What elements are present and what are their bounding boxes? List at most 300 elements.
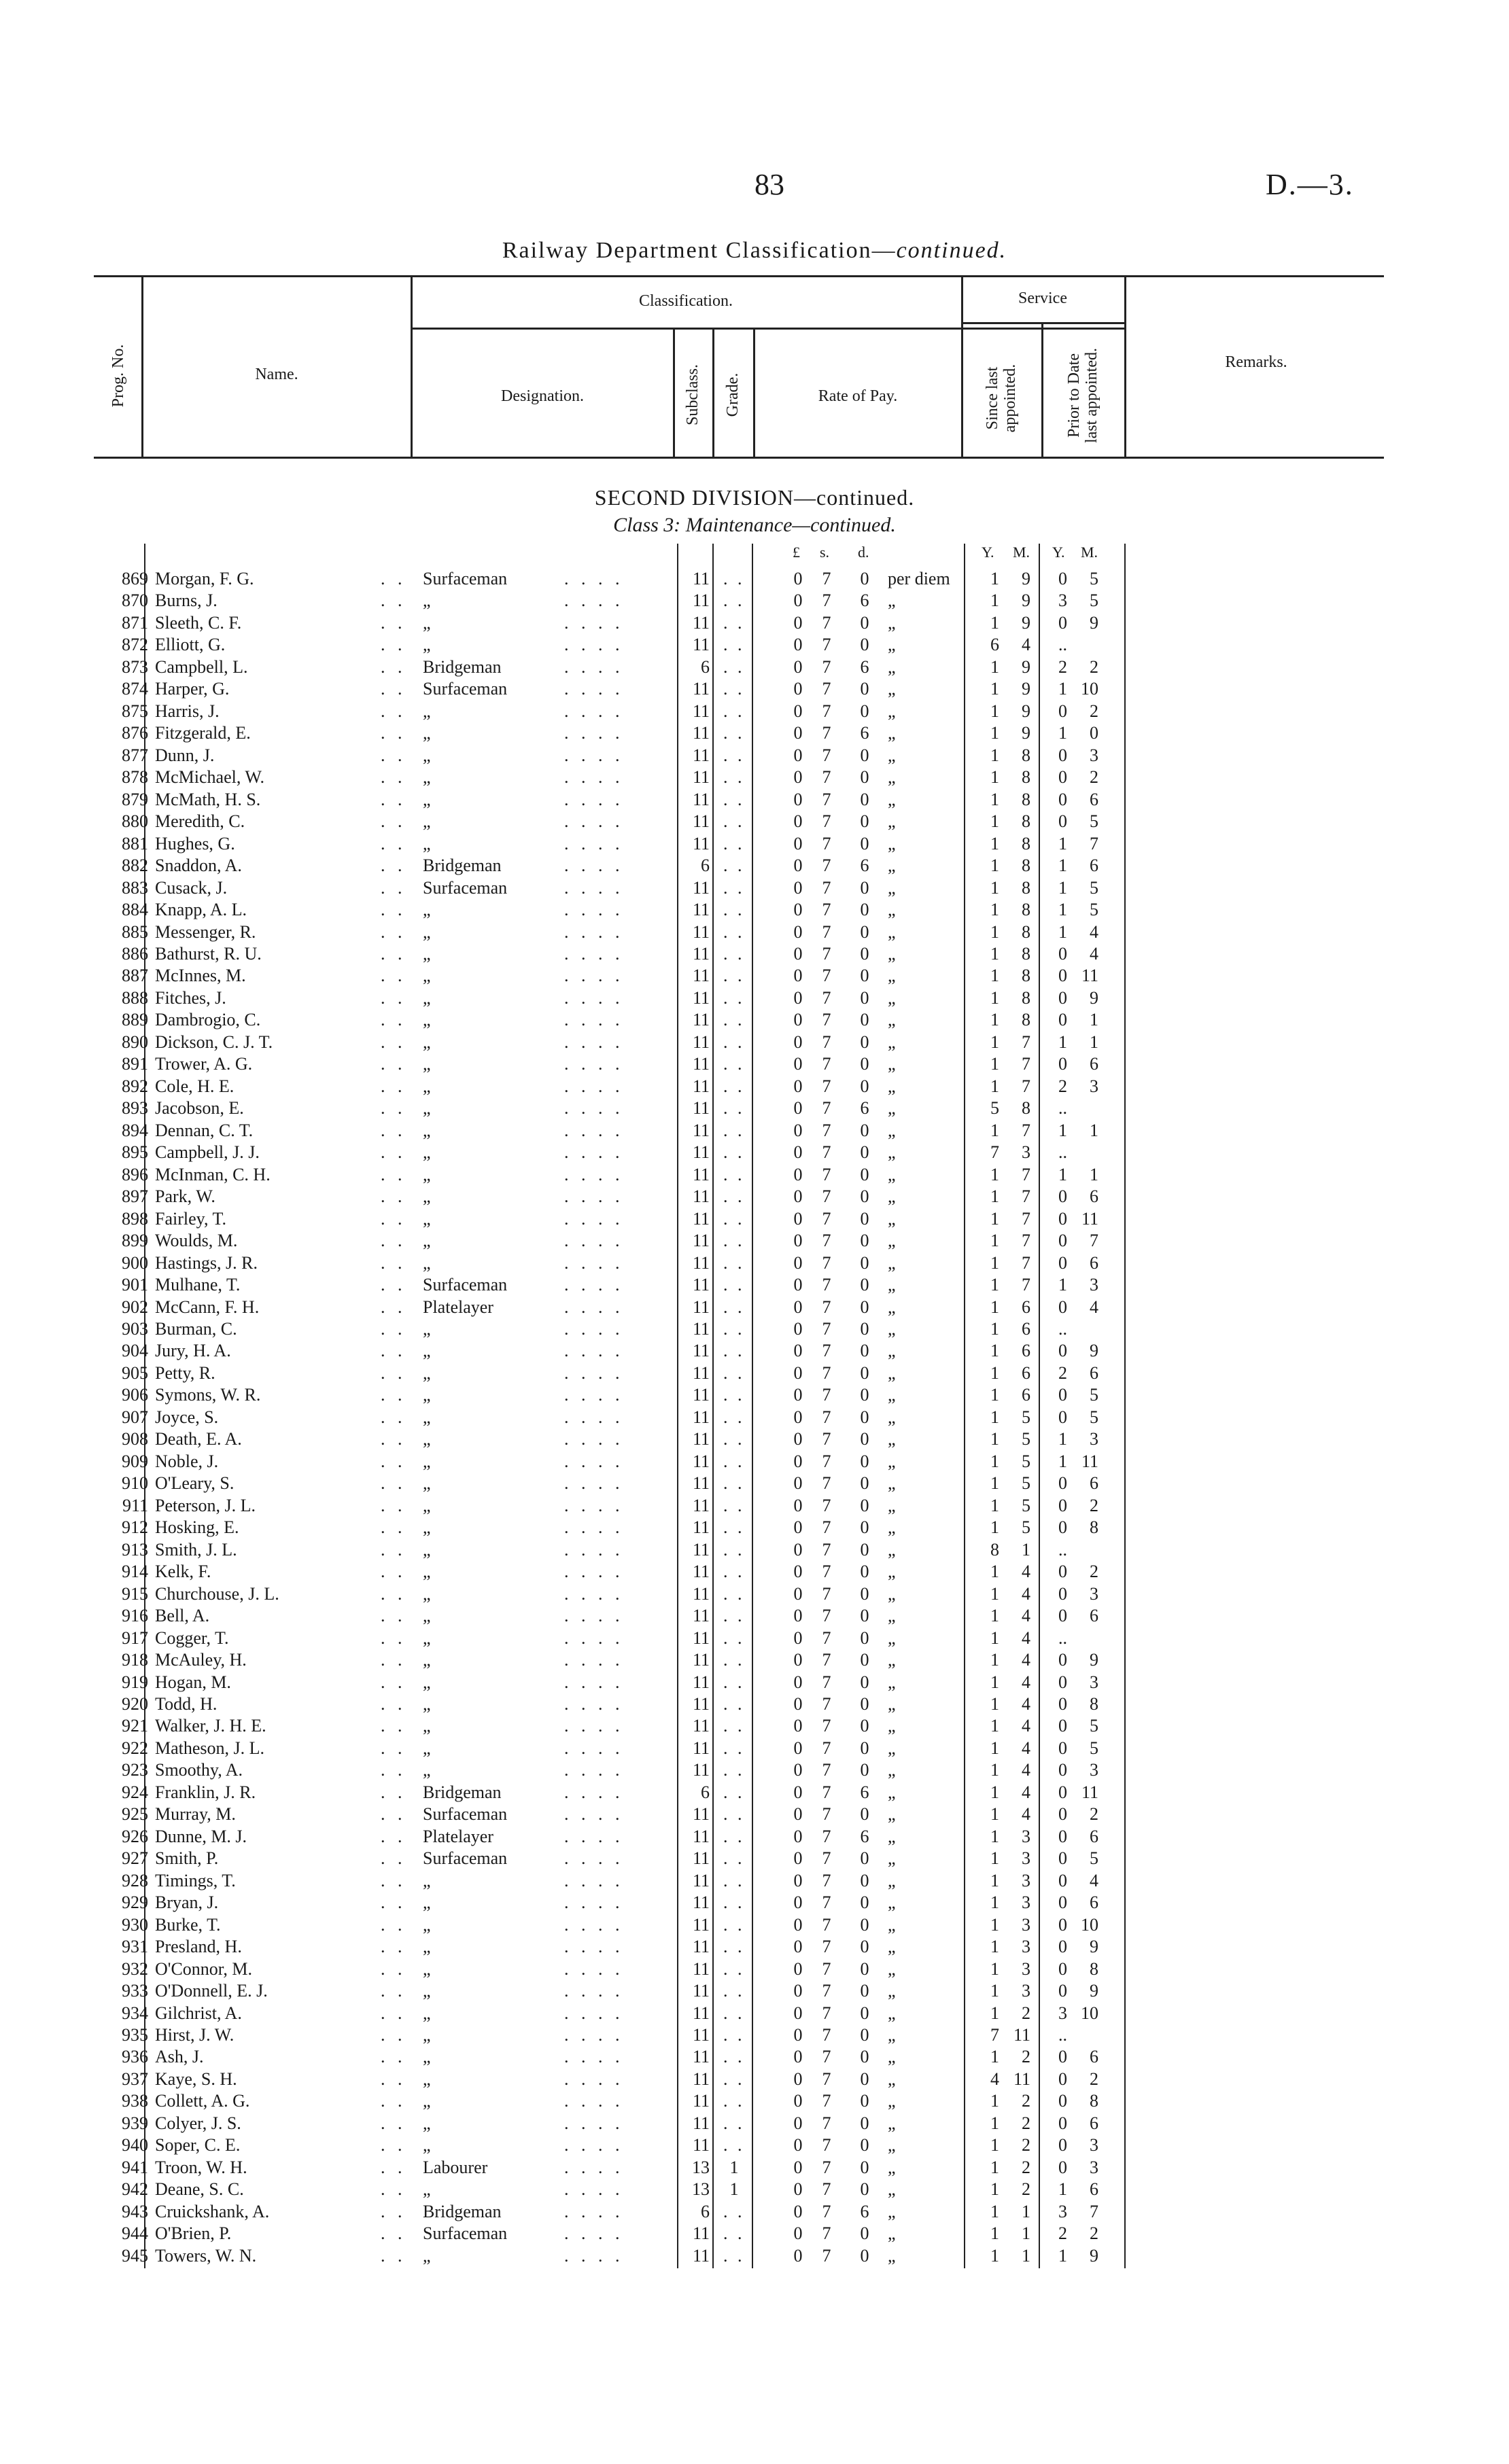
per-cell: „ bbox=[888, 1341, 896, 1361]
pence-cell: 0 bbox=[860, 1958, 869, 1979]
leader-dots: . . . . bbox=[564, 856, 624, 876]
name-cell: McInnes, M. bbox=[155, 966, 246, 986]
table-row bbox=[0, 833, 1509, 855]
pence-cell: 6 bbox=[860, 1782, 869, 1802]
leader-dots: . . . . bbox=[564, 1407, 624, 1427]
per-cell: „ bbox=[888, 1804, 896, 1825]
shillings-cell: 7 bbox=[822, 1782, 831, 1802]
pounds-cell: 0 bbox=[793, 1804, 803, 1825]
designation-cell: „ bbox=[423, 701, 431, 721]
pence-cell: 0 bbox=[860, 2113, 869, 2133]
division-title: SECOND DIVISION—continued. bbox=[594, 485, 915, 510]
leader-dots: . . bbox=[381, 1958, 406, 1979]
prior-years-cell: 1 bbox=[1058, 2179, 1067, 2200]
designation-cell: „ bbox=[423, 2047, 431, 2067]
per-cell: „ bbox=[888, 679, 896, 699]
designation-cell: „ bbox=[423, 1893, 431, 1913]
pence-cell: 0 bbox=[860, 900, 869, 920]
per-cell: „ bbox=[888, 2201, 896, 2221]
prog-no-cell: 927 bbox=[122, 1848, 148, 1869]
shillings-cell: 7 bbox=[822, 1362, 831, 1383]
header-top-rule bbox=[94, 275, 1384, 277]
per-cell: „ bbox=[888, 2091, 896, 2111]
leader-dots: . . . . bbox=[564, 1010, 624, 1030]
prior-months-cell: 5 bbox=[1090, 1738, 1098, 1758]
since-years-cell: 1 bbox=[990, 1848, 999, 1869]
leader-dots: . . bbox=[723, 635, 745, 655]
since-years-cell: 1 bbox=[990, 1893, 999, 1913]
since-months-cell: 4 bbox=[1022, 1716, 1030, 1736]
table-row bbox=[0, 1362, 1509, 1384]
leader-dots: . . . . bbox=[564, 1231, 624, 1251]
since-years-cell: 7 bbox=[990, 1142, 999, 1163]
per-cell: „ bbox=[888, 1937, 896, 1957]
table-row bbox=[0, 1274, 1509, 1296]
per-cell: „ bbox=[888, 1826, 896, 1846]
table-row bbox=[0, 767, 1509, 788]
prior-months-cell: 8 bbox=[1090, 2091, 1098, 2111]
subclass-cell: 13 bbox=[692, 2179, 710, 2200]
since-years-cell: 1 bbox=[990, 1870, 999, 1890]
designation-cell: „ bbox=[423, 1252, 431, 1273]
leader-dots: . . bbox=[381, 1252, 406, 1273]
leader-dots: . . . . bbox=[564, 1760, 624, 1780]
since-years-cell: 1 bbox=[990, 1385, 999, 1405]
leader-dots: . . bbox=[723, 1893, 745, 1913]
name-cell: Burke, T. bbox=[155, 1914, 221, 1935]
leader-dots: . . bbox=[381, 1098, 406, 1119]
leader-dots: . . bbox=[723, 2113, 745, 2133]
pounds-cell: 0 bbox=[793, 1098, 803, 1119]
leader-dots: . . bbox=[381, 2113, 406, 2133]
pence-cell: 0 bbox=[860, 1164, 869, 1184]
pence-cell: 0 bbox=[860, 2091, 869, 2111]
name-cell: McAuley, H. bbox=[155, 1650, 247, 1670]
leader-dots: . . . . bbox=[564, 635, 624, 655]
leader-dots: . . bbox=[381, 921, 406, 942]
name-cell: Cole, H. E. bbox=[155, 1076, 235, 1096]
name-cell: Sleeth, C. F. bbox=[155, 612, 242, 633]
leader-dots: . . bbox=[381, 1164, 406, 1184]
pence-cell: 6 bbox=[860, 2201, 869, 2221]
leader-dots: . . bbox=[723, 2135, 745, 2155]
per-cell: „ bbox=[888, 1186, 896, 1207]
table-row bbox=[0, 722, 1509, 744]
per-cell: „ bbox=[888, 1517, 896, 1538]
pounds-cell: 0 bbox=[793, 1760, 803, 1780]
since-years-cell: 1 bbox=[990, 1231, 999, 1251]
pence-cell: 0 bbox=[860, 1562, 869, 1582]
prior-years-cell: 1 bbox=[1058, 1164, 1067, 1184]
leader-dots: . . bbox=[381, 856, 406, 876]
table-row bbox=[0, 1230, 1509, 1252]
prior-years-cell: 0 bbox=[1058, 1495, 1067, 1515]
since-months-cell: 2 bbox=[1022, 2157, 1030, 2177]
designation-cell: „ bbox=[423, 2245, 431, 2266]
leader-dots: . . . . bbox=[564, 1297, 624, 1317]
per-cell: „ bbox=[888, 1716, 896, 1736]
table-row bbox=[0, 1451, 1509, 1473]
designation-cell: „ bbox=[423, 1186, 431, 1207]
name-cell: McCann, F. H. bbox=[155, 1297, 260, 1317]
pounds-cell: 0 bbox=[793, 1693, 803, 1714]
leader-dots: . . bbox=[381, 1539, 406, 1560]
pence-cell: 0 bbox=[860, 1517, 869, 1538]
header-bottom-rule bbox=[94, 457, 1384, 459]
prog-no-cell: 906 bbox=[122, 1385, 148, 1405]
class-subtitle: Class 3: Maintenance—continued. bbox=[613, 514, 896, 536]
per-cell: „ bbox=[888, 1098, 896, 1119]
prior-months-cell: 8 bbox=[1090, 1958, 1098, 1979]
since-months-cell: 8 bbox=[1022, 900, 1030, 920]
leader-dots: . . . . bbox=[564, 612, 624, 633]
prior-months-cell: 5 bbox=[1090, 591, 1098, 611]
name-cell: O'Donnell, E. J. bbox=[155, 1981, 268, 2001]
designation-cell: Bridgeman bbox=[423, 856, 502, 876]
leader-dots: . . bbox=[381, 767, 406, 788]
leader-dots: . . . . bbox=[564, 1076, 624, 1096]
pounds-cell: 0 bbox=[793, 1716, 803, 1736]
table-row bbox=[0, 2223, 1509, 2245]
designation-cell: „ bbox=[423, 833, 431, 853]
shillings-cell: 7 bbox=[822, 1164, 831, 1184]
pence-cell: 0 bbox=[860, 1186, 869, 1207]
leader-dots: . . bbox=[723, 811, 745, 832]
designation-cell: „ bbox=[423, 2069, 431, 2089]
leader-dots: . . bbox=[723, 1451, 745, 1471]
table-row bbox=[0, 943, 1509, 965]
name-cell: Timings, T. bbox=[155, 1870, 236, 1890]
pence-cell: 0 bbox=[860, 2069, 869, 2089]
pounds-cell: 0 bbox=[793, 1958, 803, 1979]
name-cell: Park, W. bbox=[155, 1186, 215, 1207]
prog-no-cell: 887 bbox=[122, 966, 148, 986]
leader-dots: . . bbox=[723, 1870, 745, 1890]
name-cell: Smith, J. L. bbox=[155, 1539, 237, 1560]
pence-cell: 6 bbox=[860, 591, 869, 611]
leader-dots: . . bbox=[723, 1937, 745, 1957]
leader-dots: . . bbox=[723, 1142, 745, 1163]
leader-dots: . . bbox=[723, 1297, 745, 1317]
table-row bbox=[0, 678, 1509, 700]
name-cell: Bryan, J. bbox=[155, 1893, 219, 1913]
shillings-cell: 7 bbox=[822, 1981, 831, 2001]
pounds-cell: 0 bbox=[793, 1297, 803, 1317]
shillings-cell: 7 bbox=[822, 1252, 831, 1273]
pence-cell: 0 bbox=[860, 1981, 869, 2001]
leader-dots: . . bbox=[381, 1562, 406, 1582]
per-cell: „ bbox=[888, 767, 896, 788]
since-months-cell: 7 bbox=[1022, 1252, 1030, 1273]
name-cell: Bathurst, R. U. bbox=[155, 943, 262, 964]
leader-dots: . . . . bbox=[564, 767, 624, 788]
per-cell: „ bbox=[888, 2047, 896, 2067]
subclass-cell: 11 bbox=[692, 1495, 710, 1515]
pounds-cell: 0 bbox=[793, 856, 803, 876]
header-classification: Classification. bbox=[639, 292, 733, 310]
pounds-cell: 0 bbox=[793, 1362, 803, 1383]
table-row bbox=[0, 1297, 1509, 1318]
since-years-cell: 1 bbox=[990, 745, 999, 765]
leader-dots: . . bbox=[381, 1341, 406, 1361]
shillings-cell: 7 bbox=[822, 1054, 831, 1074]
leader-dots: . . . . bbox=[564, 1318, 624, 1339]
unit-prior-months: M. bbox=[1081, 544, 1098, 561]
since-years-cell: 1 bbox=[990, 1650, 999, 1670]
per-cell: „ bbox=[888, 2025, 896, 2045]
prior-months-cell: 3 bbox=[1090, 2157, 1098, 2177]
table-row bbox=[0, 1848, 1509, 1869]
subclass-cell: 6 bbox=[701, 656, 710, 677]
prog-no-cell: 936 bbox=[122, 2047, 148, 2067]
prior-months-cell: 5 bbox=[1090, 1848, 1098, 1869]
subclass-cell: 11 bbox=[692, 1186, 710, 1207]
since-months-cell: 9 bbox=[1022, 656, 1030, 677]
prog-no-cell: 933 bbox=[122, 1981, 148, 2001]
since-months-cell: 3 bbox=[1022, 1958, 1030, 1979]
since-years-cell: 1 bbox=[990, 2223, 999, 2244]
prior-years-cell: 0 bbox=[1058, 1716, 1067, 1736]
prog-no-cell: 878 bbox=[122, 767, 148, 788]
prior-years-cell: 0 bbox=[1058, 1010, 1067, 1030]
shillings-cell: 7 bbox=[822, 1495, 831, 1515]
since-months-cell: 4 bbox=[1022, 1760, 1030, 1780]
leader-dots: . . . . bbox=[564, 1914, 624, 1935]
name-cell: Noble, J. bbox=[155, 1451, 219, 1471]
pence-cell: 6 bbox=[860, 723, 869, 743]
since-years-cell: 1 bbox=[990, 569, 999, 588]
per-cell: per diem bbox=[888, 569, 950, 588]
since-years-cell: 1 bbox=[990, 1407, 999, 1427]
per-cell: „ bbox=[888, 833, 896, 853]
designation-cell: „ bbox=[423, 900, 431, 920]
per-cell: „ bbox=[888, 723, 896, 743]
leader-dots: . . bbox=[723, 1958, 745, 1979]
prior-years-cell: 0 bbox=[1058, 1297, 1067, 1317]
designation-cell: „ bbox=[423, 1076, 431, 1096]
designation-cell: „ bbox=[423, 2091, 431, 2111]
leader-dots: . . bbox=[381, 1010, 406, 1030]
name-cell: Harris, J. bbox=[155, 701, 220, 721]
designation-cell: „ bbox=[423, 2179, 431, 2200]
subclass-cell: 11 bbox=[692, 2025, 710, 2045]
prior-months-cell: 5 bbox=[1090, 1385, 1098, 1405]
shillings-cell: 7 bbox=[822, 2047, 831, 2067]
name-cell: Cogger, T. bbox=[155, 1627, 229, 1648]
shillings-cell: 7 bbox=[822, 1010, 831, 1030]
pence-cell: 0 bbox=[860, 1738, 869, 1758]
name-cell: Campbell, L. bbox=[155, 656, 248, 677]
designation-cell: „ bbox=[423, 1054, 431, 1074]
leader-dots: . . . . bbox=[564, 2201, 624, 2221]
leader-dots: . . bbox=[381, 1760, 406, 1780]
prior-years-cell: 1 bbox=[1058, 1275, 1067, 1295]
leader-dots: . . . . bbox=[564, 656, 624, 677]
leader-dots: . . bbox=[381, 1627, 406, 1648]
prior-months-cell: 3 bbox=[1090, 1583, 1098, 1604]
prior-months-cell: 6 bbox=[1090, 2113, 1098, 2133]
shillings-cell: 7 bbox=[822, 2157, 831, 2177]
since-months-cell: 1 bbox=[1022, 2245, 1030, 2266]
pence-cell: 0 bbox=[860, 2157, 869, 2177]
unit-pence: d. bbox=[858, 544, 869, 561]
per-cell: „ bbox=[888, 1627, 896, 1648]
designation-cell: „ bbox=[423, 1010, 431, 1030]
since-years-cell: 1 bbox=[990, 612, 999, 633]
leader-dots: . . bbox=[723, 1760, 745, 1780]
since-years-cell: 1 bbox=[990, 1583, 999, 1604]
table-row bbox=[0, 1539, 1509, 1561]
shillings-cell: 7 bbox=[822, 1275, 831, 1295]
leader-dots: . . bbox=[723, 921, 745, 942]
leader-dots: . . bbox=[723, 1562, 745, 1582]
since-months-cell: 8 bbox=[1022, 966, 1030, 986]
subclass-cell: 11 bbox=[692, 1958, 710, 1979]
leader-dots: . . bbox=[381, 1407, 406, 1427]
leader-dots: . . bbox=[723, 1914, 745, 1935]
prog-no-cell: 914 bbox=[122, 1562, 148, 1582]
table-row bbox=[0, 745, 1509, 767]
table-row bbox=[0, 1583, 1509, 1605]
leader-dots: . . bbox=[723, 1186, 745, 1207]
prior-months-cell: 2 bbox=[1090, 2069, 1098, 2089]
designation-cell: „ bbox=[423, 612, 431, 633]
leader-dots: . . . . bbox=[564, 811, 624, 832]
since-years-cell: 1 bbox=[990, 2135, 999, 2155]
prior-years-cell: 2 bbox=[1058, 656, 1067, 677]
table-row bbox=[0, 1892, 1509, 1914]
leader-dots: . . bbox=[381, 2245, 406, 2266]
per-cell: „ bbox=[888, 1473, 896, 1494]
shillings-cell: 7 bbox=[822, 987, 831, 1008]
col-rule-1 bbox=[141, 275, 143, 458]
per-cell: „ bbox=[888, 1318, 896, 1339]
shillings-cell: 7 bbox=[822, 1120, 831, 1140]
leader-dots: . . . . bbox=[564, 1142, 624, 1163]
name-cell: Dunn, J. bbox=[155, 745, 215, 765]
subclass-cell: 11 bbox=[692, 1208, 710, 1229]
since-years-cell: 1 bbox=[990, 921, 999, 942]
designation-cell: „ bbox=[423, 1937, 431, 1957]
since-months-cell: 8 bbox=[1022, 789, 1030, 809]
leader-dots: . . bbox=[723, 1693, 745, 1714]
name-cell: Smoothy, A. bbox=[155, 1760, 243, 1780]
name-cell: Elliott, G. bbox=[155, 635, 226, 655]
shillings-cell: 7 bbox=[822, 767, 831, 788]
shillings-cell: 7 bbox=[822, 1738, 831, 1758]
name-cell: McInman, C. H. bbox=[155, 1164, 271, 1184]
per-cell: „ bbox=[888, 966, 896, 986]
pence-cell: 0 bbox=[860, 1495, 869, 1515]
prior-years-cell: 0 bbox=[1058, 1848, 1067, 1869]
pence-cell: 0 bbox=[860, 1054, 869, 1074]
leader-dots: . . bbox=[381, 1318, 406, 1339]
prog-no-cell: 880 bbox=[122, 811, 148, 832]
pence-cell: 6 bbox=[860, 1098, 869, 1119]
since-years-cell: 1 bbox=[990, 900, 999, 920]
pounds-cell: 0 bbox=[793, 656, 803, 677]
leader-dots: . . bbox=[381, 1473, 406, 1494]
pounds-cell: 0 bbox=[793, 1672, 803, 1692]
prior-months-cell: 10 bbox=[1081, 1914, 1098, 1935]
pounds-cell: 0 bbox=[793, 943, 803, 964]
prog-no-cell: 943 bbox=[122, 2201, 148, 2221]
leader-dots: . . bbox=[723, 2025, 745, 2045]
since-years-cell: 1 bbox=[990, 1032, 999, 1052]
table-row bbox=[0, 1826, 1509, 1848]
since-months-cell: 3 bbox=[1022, 1848, 1030, 1869]
prog-no-cell: 897 bbox=[122, 1186, 148, 1207]
per-cell: „ bbox=[888, 1120, 896, 1140]
name-cell: Fitzgerald, E. bbox=[155, 723, 251, 743]
leader-dots: . . bbox=[381, 569, 406, 588]
name-cell: Hirst, J. W. bbox=[155, 2025, 235, 2045]
table-row bbox=[0, 1980, 1509, 2002]
name-cell: Jury, H. A. bbox=[155, 1341, 231, 1361]
since-years-cell: 1 bbox=[990, 2003, 999, 2023]
pounds-cell: 0 bbox=[793, 877, 803, 898]
header-prior-to-date: Prior to Date last appointed. bbox=[1065, 348, 1100, 443]
prior-months-cell: 5 bbox=[1090, 1407, 1098, 1427]
designation-cell: Surfaceman bbox=[423, 1804, 508, 1825]
subclass-cell: 6 bbox=[701, 2201, 710, 2221]
name-cell: Towers, W. N. bbox=[155, 2245, 257, 2266]
leader-dots: . . bbox=[723, 1032, 745, 1052]
pounds-cell: 0 bbox=[793, 966, 803, 986]
leader-dots: . . bbox=[381, 966, 406, 986]
leader-dots: . . bbox=[723, 723, 745, 743]
header-grade: Grade. bbox=[724, 372, 742, 417]
prior-months-cell: 6 bbox=[1090, 2179, 1098, 2200]
prior-years-cell: 0 bbox=[1058, 2135, 1067, 2155]
table-row bbox=[0, 1672, 1509, 1693]
col-rule-4 bbox=[712, 328, 714, 458]
prog-no-cell: 925 bbox=[122, 1804, 148, 1825]
name-cell: Hosking, E. bbox=[155, 1517, 239, 1538]
since-years-cell: 1 bbox=[990, 943, 999, 964]
designation-cell: „ bbox=[423, 1627, 431, 1648]
leader-dots: . . bbox=[381, 2201, 406, 2221]
leader-dots: . . bbox=[381, 2157, 406, 2177]
leader-dots: . . bbox=[381, 1362, 406, 1383]
since-years-cell: 1 bbox=[990, 591, 999, 611]
shillings-cell: 7 bbox=[822, 1341, 831, 1361]
leader-dots: . . bbox=[723, 1495, 745, 1515]
since-months-cell: 4 bbox=[1022, 1627, 1030, 1648]
pounds-cell: 0 bbox=[793, 2201, 803, 2221]
pounds-cell: 0 bbox=[793, 2223, 803, 2244]
pence-cell: 0 bbox=[860, 1804, 869, 1825]
pence-cell: 0 bbox=[860, 612, 869, 633]
leader-dots: . . bbox=[723, 1318, 745, 1339]
subclass-cell: 11 bbox=[692, 2245, 710, 2266]
per-cell: „ bbox=[888, 1495, 896, 1515]
prog-no-cell: 938 bbox=[122, 2091, 148, 2111]
since-years-cell: 1 bbox=[990, 1208, 999, 1229]
pounds-cell: 0 bbox=[793, 2025, 803, 2045]
table-row bbox=[0, 1782, 1509, 1803]
shillings-cell: 7 bbox=[822, 1407, 831, 1427]
since-months-cell: 6 bbox=[1022, 1341, 1030, 1361]
pounds-cell: 0 bbox=[793, 1893, 803, 1913]
leader-dots: . . . . bbox=[564, 1341, 624, 1361]
table-row bbox=[0, 965, 1509, 987]
subclass-cell: 11 bbox=[692, 1804, 710, 1825]
since-years-cell: 1 bbox=[990, 966, 999, 986]
since-years-cell: 1 bbox=[990, 2091, 999, 2111]
subclass-cell: 11 bbox=[692, 679, 710, 699]
per-cell: „ bbox=[888, 2113, 896, 2133]
